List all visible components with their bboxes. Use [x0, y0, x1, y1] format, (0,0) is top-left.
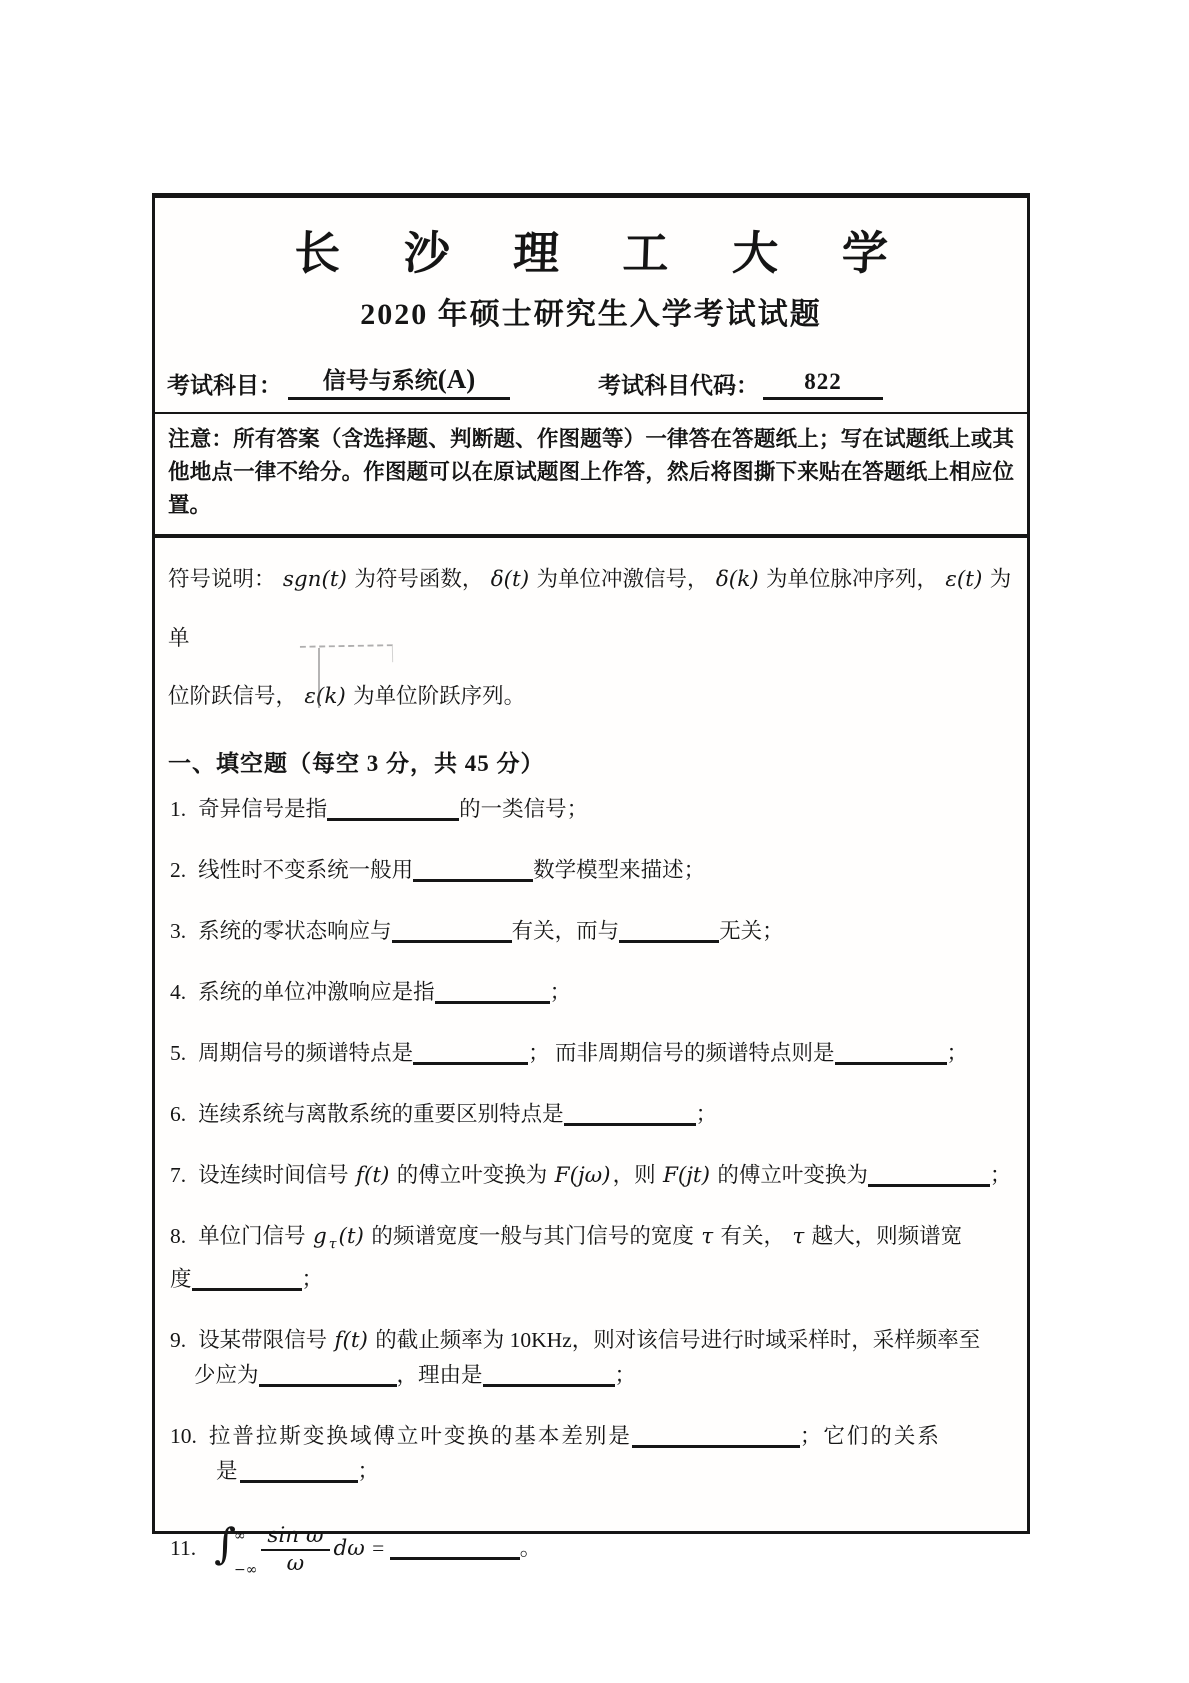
section-heading: 一、填空题（每空 3 分，共 45 分）	[168, 751, 545, 776]
answer-blank	[259, 1362, 397, 1388]
question-text: 奇异信号是指	[198, 797, 328, 821]
subject-code-value: 822	[763, 369, 883, 400]
answer-blank	[483, 1362, 615, 1388]
question-item-1	[170, 792, 1012, 827]
question-text: 符号说明：	[168, 567, 281, 591]
fraction-denominator: ω	[286, 1551, 305, 1577]
question-text: ，则	[612, 1163, 661, 1187]
question-text: 越大，则频谱宽	[806, 1224, 963, 1248]
question-number: 6.	[170, 1102, 187, 1126]
math-token: δ(k)	[715, 567, 759, 592]
question-text: 系统的单位冲激响应是指	[198, 980, 435, 1004]
question-text: ；	[989, 1163, 1012, 1187]
question-item-7	[170, 1158, 1012, 1193]
question-text: 为单位脉冲序列，	[760, 567, 944, 591]
math-token: τ	[792, 1224, 805, 1249]
question-number: 2.	[170, 858, 187, 882]
answer-blank	[413, 856, 533, 882]
question-text: ；它们的关系	[799, 1424, 941, 1449]
question-item-5	[170, 1036, 1012, 1071]
fraction-numerator: sin ω	[261, 1524, 329, 1552]
question-list	[155, 784, 1027, 1577]
question-text: =	[366, 1536, 390, 1561]
question-item-9	[170, 1323, 1012, 1393]
math-token: f(t)	[356, 1163, 390, 1188]
math-token: ε(t)	[945, 567, 983, 592]
math-subscript: τ	[328, 1236, 337, 1253]
integral-lower-limit: −∞	[233, 1562, 258, 1579]
math-token: g	[313, 1224, 327, 1249]
question-text: ；	[614, 1363, 637, 1388]
answer-blank	[868, 1161, 990, 1187]
scan-line-artifact	[318, 648, 320, 708]
math-token: f(t)	[334, 1328, 368, 1354]
integral-limits	[234, 1529, 257, 1577]
question-item-4	[170, 975, 1012, 1010]
question-text: 为单位阶跃序列。	[347, 684, 526, 708]
question-text: 的一类信号；	[459, 797, 589, 821]
question-number: 1.	[170, 797, 187, 821]
question-text: 系统的零状态响应与	[198, 919, 392, 943]
question-text: 的傅立叶变换为	[391, 1163, 553, 1187]
math-token: ε(k)	[304, 684, 346, 709]
question-text: ；	[301, 1267, 324, 1292]
answer-blank	[392, 917, 512, 943]
question-text: ； 而非周期信号的频谱特点则是	[528, 1041, 835, 1065]
fraction	[261, 1524, 329, 1577]
question-item-3	[170, 914, 1012, 949]
question-number: 4.	[170, 980, 187, 1004]
question-text: 的截止频率为 10KHz，则对该信号进行时域采样时，采样频率至	[369, 1328, 981, 1353]
question-text: ；	[695, 1102, 718, 1126]
answer-blank	[835, 1039, 947, 1065]
question-text: 数学模型来描述；	[533, 858, 706, 882]
exam-notice: 注意：所有答案（含选择题、判断题、作图题等）一律答在答题纸上；写在试题纸上或其他地点一律不给分。作图题可以在原试题图上作答，然后将图撕下来贴在答题纸上相应位置。	[155, 414, 1027, 538]
question-text: 为单位冲激信号，	[531, 567, 714, 591]
answer-blank	[327, 795, 459, 821]
math-token: sgn(t)	[282, 567, 347, 592]
math-token: (t)	[338, 1224, 364, 1249]
question-number: 11.	[170, 1536, 197, 1561]
question-text: 设连续时间信号	[198, 1163, 355, 1187]
question-number: 3.	[170, 919, 187, 943]
question-text: 有关，而与	[511, 919, 620, 943]
question-text: ，理由是	[396, 1363, 483, 1388]
symbol-note	[155, 538, 1027, 726]
answer-blank	[192, 1266, 302, 1292]
answer-blank	[390, 1535, 520, 1561]
exam-paper-border	[152, 193, 1030, 1579]
subject-code-label: 考试科目代码：	[598, 373, 759, 398]
question-text: 线性时不变系统一般用	[198, 858, 414, 882]
question-text: 为单	[168, 567, 1012, 650]
answer-blank	[632, 1423, 800, 1449]
subject-name: 信号与系统	[322, 368, 438, 393]
question-text: 的傅立叶变换为	[711, 1163, 868, 1187]
question-item-6	[170, 1097, 1012, 1132]
question-item-2	[170, 853, 1012, 888]
question-number: 10.	[170, 1424, 197, 1449]
question-number: 9.	[170, 1328, 187, 1353]
subject-annotation: (A)	[437, 364, 476, 394]
answer-blank	[619, 917, 719, 943]
subject-value	[288, 362, 510, 400]
question-text: 有关，	[715, 1224, 791, 1248]
university-name: 长 沙 理 工 大 学	[293, 228, 915, 279]
question-item-8	[170, 1219, 1012, 1297]
math-token: τ	[701, 1224, 714, 1249]
question-number: 8.	[170, 1224, 187, 1248]
answer-blank	[564, 1100, 696, 1126]
question-text: 位阶跃信号，	[168, 684, 303, 708]
question-text: 拉普拉斯变换域傅立叶变换的基本差别是	[208, 1424, 632, 1449]
integral-glyph: ∫	[214, 1519, 236, 1569]
question-text: 无关；	[719, 919, 784, 943]
question-text: 少应为	[194, 1363, 259, 1388]
question-item-11	[170, 1519, 1012, 1579]
question-text: 是	[216, 1459, 240, 1484]
answer-blank	[413, 1039, 528, 1065]
question-number: 5.	[170, 1041, 187, 1065]
question-text: 的频谱宽度一般与其门信号的宽度	[365, 1224, 700, 1248]
math-token: δ(t)	[490, 567, 530, 592]
math-token: F(jt)	[662, 1163, 710, 1188]
question-number: 7.	[170, 1163, 187, 1187]
math-token: F(jω)	[554, 1163, 611, 1188]
question-text: 。	[519, 1536, 542, 1561]
question-text: 周期信号的频谱特点是	[198, 1041, 414, 1065]
question-text: 单位门信号	[198, 1224, 312, 1248]
exam-title: 2020 年硕士研究生入学考试试题	[360, 298, 822, 331]
scan-smudge-artifact	[300, 644, 393, 664]
question-text: ；	[357, 1459, 382, 1484]
math-token: dω	[333, 1536, 365, 1562]
answer-blank	[435, 978, 550, 1004]
integral-upper-limit: ∞	[233, 1528, 246, 1545]
question-text: 设某带限信号	[198, 1328, 333, 1353]
subject-label: 考试科目：	[167, 373, 282, 398]
subject-row	[155, 348, 1027, 414]
integral-sign	[214, 1519, 258, 1579]
question-text: ；	[549, 980, 572, 1004]
question-text: 为符号函数，	[348, 567, 489, 591]
question-text: ；	[946, 1041, 969, 1065]
question-text: 度	[170, 1267, 192, 1292]
question-item-10	[170, 1419, 1012, 1489]
answer-blank	[240, 1458, 358, 1484]
question-text: 连续系统与离散系统的重要区别特点是	[198, 1102, 564, 1126]
